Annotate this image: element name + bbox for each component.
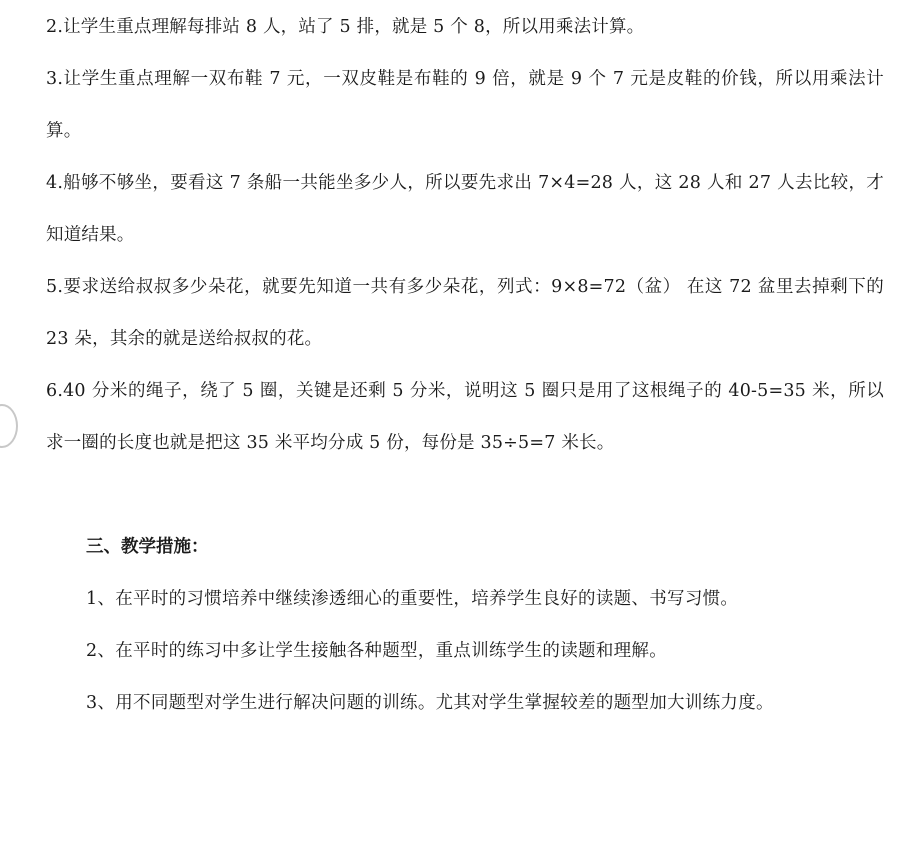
margin-circle-marker: [0, 404, 18, 448]
analysis-item-2: 2.让学生重点理解每排站 8 人，站了 5 排，就是 5 个 8，所以用乘法计算。: [46, 17, 645, 37]
analysis-item-5: 5.要求送给叔叔多少朵花，就要先知道一共有多少朵花，列式：9×8=72（盆） 在这 72 盆里去掉剩下的 23 朵，其余的就是送给叔叔的花。: [46, 277, 884, 349]
measure-item-1: 1、在平时的习惯培养中继续渗透细心的重要性，培养学生良好的读题、书写习惯。: [86, 589, 739, 609]
analysis-item-3: 3.让学生重点理解一双布鞋 7 元，一双皮鞋是布鞋的 9 倍，就是 9 个 7 元是皮鞋的价钱，所以用乘法计算。: [46, 69, 884, 141]
analysis-item-6: 6.40 分米的绳子，绕了 5 圈，关键是还剩 5 分米，说明这 5 圈只是用了这根绳子的 40-5=35 米，所以求一圈的长度也就是把这 35 米平均分成 5 份，每份是 35÷5=7 米长。: [46, 381, 884, 453]
section-heading-measures: 三、教学措施：: [86, 537, 209, 557]
analysis-item-4: 4.船够不够坐，要看这 7 条船一共能坐多少人，所以要先求出 7×4=28 人，这 28 人和 27 人去比较，才知道结果。: [46, 173, 884, 245]
measure-item-2: 2、在平时的练习中多让学生接触各种题型，重点训练学生的读题和理解。: [86, 641, 668, 661]
measure-item-3: 3、用不同题型对学生进行解决问题的训练。尤其对学生掌握较差的题型加大训练力度。: [86, 693, 774, 713]
